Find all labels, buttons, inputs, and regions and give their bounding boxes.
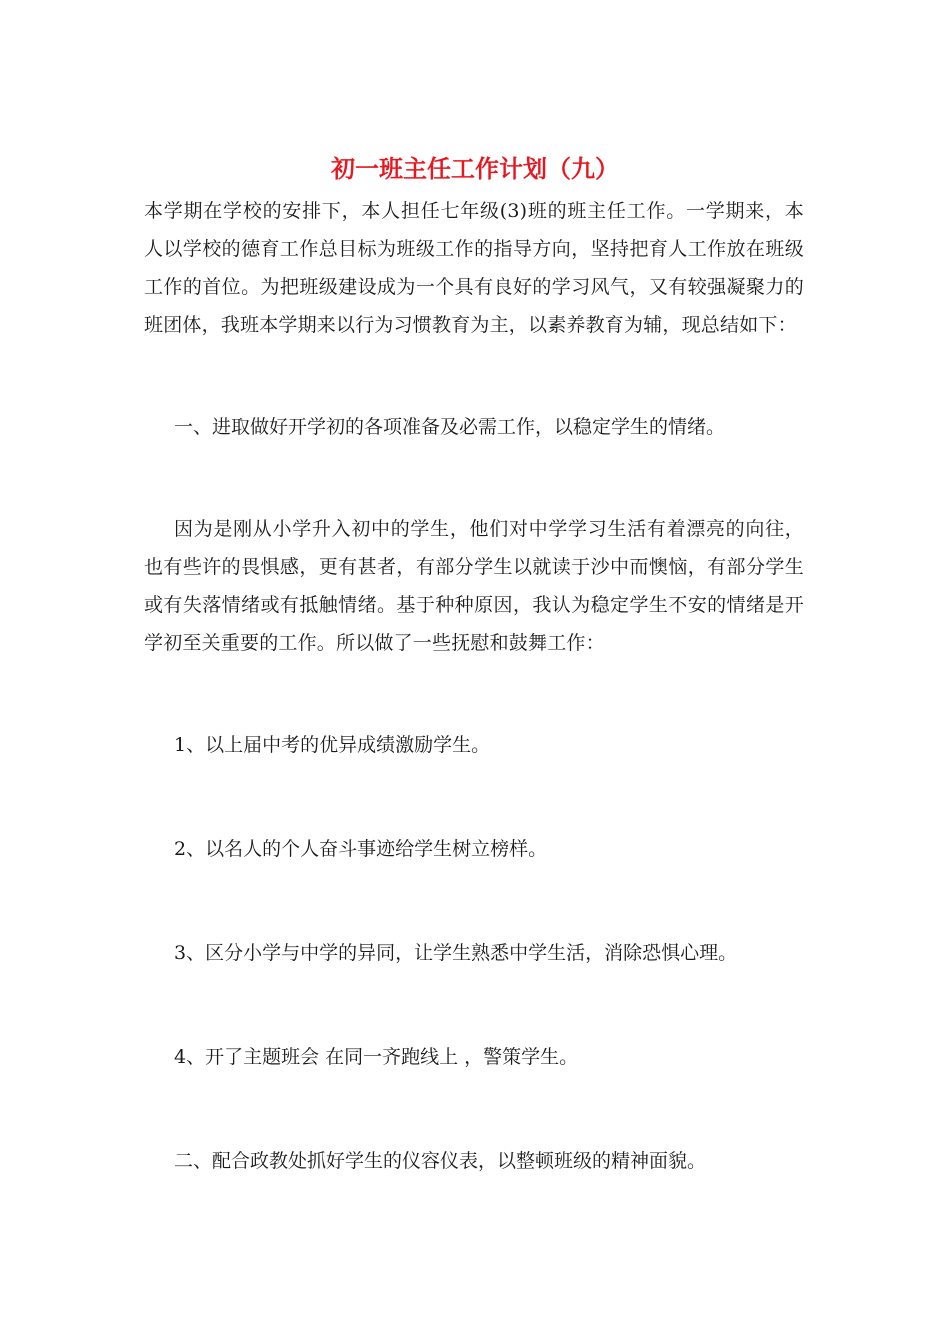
list-item-2: 2、以名人的个人奋斗事迹给学生树立榜样。 <box>174 838 548 860</box>
section-2-heading: 二、配合政教处抓好学生的仪容仪表，以整顿班级的精神面貌。 <box>174 1150 707 1172</box>
document-title: 初一班主任工作计划（九） <box>331 154 619 183</box>
list-item-3: 3、区分小学与中学的异同，让学生熟悉中学生活，消除恐惧心理。 <box>174 942 738 964</box>
intro-paragraph: 本学期在学校的安排下，本人担任七年级(3)班的班主任工作。一学期来，本人以学校的德育工作总目标为班级工作的指导方向，坚持把育人工作放在班级工作的首位。为把班级建设成为一个具有良好的学习风气，又有较强凝聚力的班团体，我班本学期来以行为习惯教育为主，以素养教育为辅，现总结如下： <box>144 200 804 336</box>
section-1-heading: 一、进取做好开学初的各项准备及必需工作，以稳定学生的情绪。 <box>174 416 726 438</box>
list-item-1: 1、以上届中考的优异成绩激励学生。 <box>174 734 491 756</box>
section-1-body: 因为是刚从小学升入初中的学生，他们对中学学习生活有着漂亮的向往，也有些许的畏惧感，更有甚者，有部分学生以就读于沙中而懊恼，有部分学生或有失落情绪或有抵触情绪。基于种种原因，我认为稳定学生不安的情绪是开学初至关重要的工作。所以做了一些抚慰和鼓舞工作： <box>144 518 804 654</box>
list-item-4: 4、开了主题班会 在同一齐跑线上 ，警策学生。 <box>174 1046 579 1068</box>
